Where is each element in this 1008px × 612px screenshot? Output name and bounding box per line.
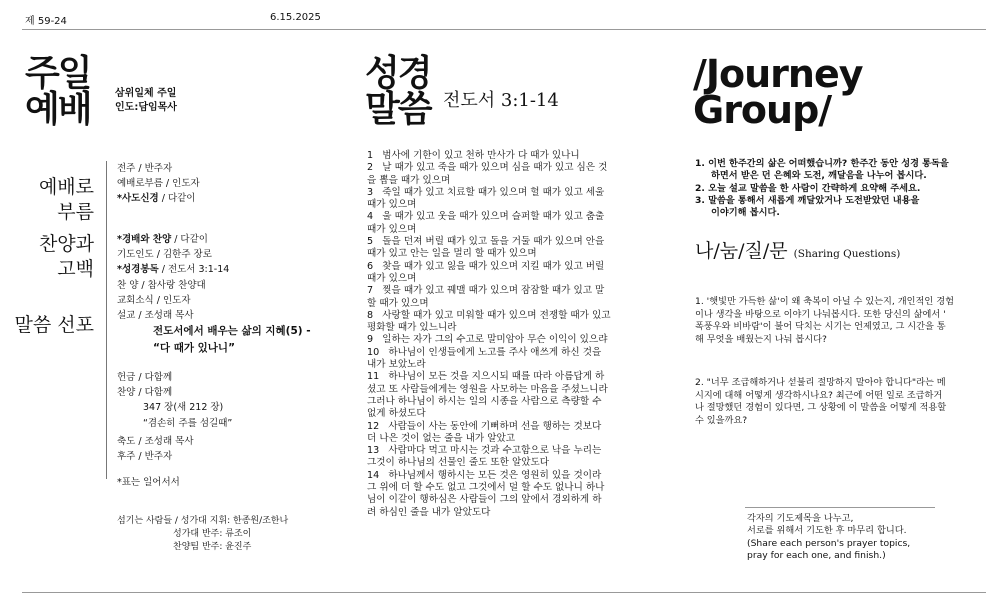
verse-line: 때가 있으며 — [367, 223, 417, 235]
order-separator: / — [138, 279, 148, 291]
verse-line: 더 나은 것이 없는 줄을 내가 알았고 — [367, 432, 516, 444]
scripture-reference: 전도서 3:1-14 — [443, 90, 559, 111]
verse-line: 8 사랑할 때가 있고 미워할 때가 있으며 전쟁할 때가 있고 — [367, 309, 611, 321]
verse-line: 13 사람마다 먹고 마시는 것과 수고함으로 낙을 누리는 — [367, 445, 602, 457]
order-group-3 — [117, 370, 232, 431]
verse-line: 내가 보았노라 — [367, 359, 426, 371]
sharing-prompt-1 — [695, 296, 954, 346]
verse-line: 셨고 또 사람들에게는 영원을 사모하는 마음을 주셨느니라 — [367, 383, 608, 395]
order-separator: / — [135, 163, 145, 174]
order-row — [117, 176, 200, 191]
verse-line: 님이 이같이 행하심은 사람들이 그의 앞에서 경외하게 하 — [367, 494, 602, 506]
hymn-title: “겸손히 주를 섬길때” — [143, 417, 233, 429]
order-separator: / — [171, 234, 181, 245]
sharing-questions-title — [695, 236, 900, 263]
order-row — [117, 262, 229, 277]
order-row — [117, 449, 194, 464]
order-value: 김한주 장로 — [162, 249, 212, 261]
order-row — [117, 293, 229, 308]
sharing-prompt-2 — [695, 377, 946, 427]
prompt-line: 시지에 대해 어떻게 생각하시나요? 최근에 어떤 일로 조급하거 — [695, 389, 943, 401]
issue-number: 제 59-24 — [25, 16, 67, 27]
verse-line: 9 일하는 자가 그의 수고로 말미암아 무슨 이익이 있으랴 — [367, 334, 608, 346]
verse-line: 그러나 하나님이 하시는 일의 시종을 사람으로 측량할 수 — [367, 395, 602, 407]
verse-line: 려 하심인 줄을 내가 알았도다 — [367, 506, 491, 518]
order-separator: / — [135, 436, 145, 447]
prayer-instructions — [747, 513, 910, 562]
question-line: 2. 오늘 설교 말씀을 한 사람이 간략하게 요약해 주세요. — [695, 182, 921, 194]
order-row — [117, 370, 232, 385]
verse-line: 때가 있으며 — [367, 272, 417, 284]
order-label: 후주 — [117, 451, 136, 463]
worship-title — [25, 53, 91, 130]
prayer-line: 서로를 위해서 기도한 후 마무리 합니다. — [747, 525, 907, 537]
order-value: 전도서 3:1-14 — [167, 264, 230, 276]
order-label: *사도신경 — [117, 193, 159, 205]
order-value: 참사랑 찬양대 — [147, 279, 206, 291]
question-line: 3. 말씀을 통해서 새롭게 깨달았거나 도전받았던 내용을 — [695, 194, 920, 206]
order-value: 조성래 목사 — [144, 310, 194, 322]
credits — [117, 515, 288, 554]
verse-line: 할 때가 있으며 — [367, 297, 429, 309]
footer-rule — [22, 592, 986, 593]
order-row — [117, 434, 194, 449]
order-separator: / — [153, 294, 163, 306]
order-row — [117, 247, 229, 262]
question-line: 하면서 받은 던 은혜와 도전, 깨달음을 나누어 봅시다. — [695, 170, 927, 182]
section-sermon — [10, 313, 94, 338]
order-separator: / — [135, 387, 145, 399]
order-label: *경배와 찬양 — [117, 234, 172, 245]
scripture-title-line2: 말씀 — [365, 89, 431, 130]
order-value: 반주자 — [144, 451, 173, 463]
prompt-line: 수 있을까요? — [695, 414, 748, 426]
credits-line-3: 찬양팀 반주: 윤진주 — [173, 542, 252, 552]
worship-title-line1: 주일 — [25, 53, 91, 94]
verse-line: 5 돌을 던져 버릴 때가 있고 돌을 거둘 때가 있으며 안을 — [367, 236, 605, 248]
order-group-1 — [117, 161, 200, 207]
verse-line: 4 울 때가 있고 웃을 때가 있으며 슬퍼할 때가 있고 춤출 — [367, 211, 605, 223]
order-row — [117, 385, 232, 400]
prompt-line: 2. "너무 조급해하거나 섣불리 절망하지 말아야 합니다"라는 메 — [695, 377, 946, 388]
standing-note: *표는 일어서서 — [117, 477, 180, 488]
order-label: 찬 양 — [117, 279, 139, 291]
prayer-line: pray for each one, and finish.) — [747, 549, 886, 561]
order-separator: / — [135, 310, 145, 322]
order-row — [117, 161, 200, 176]
order-group-2 — [117, 232, 229, 323]
journey-questions — [695, 158, 949, 219]
worship-title-line2: 예배 — [25, 89, 91, 130]
sharing-title-ko: 나/눔/질/문 — [695, 240, 788, 262]
section-praise-confession — [10, 232, 94, 282]
order-separator: / — [158, 193, 168, 205]
journey-title-line1: /Journey — [693, 52, 863, 96]
order-row — [117, 308, 229, 323]
credits-line-1: 섬기는 사람들 / 성가대 지휘: 한종원/조한나 — [117, 516, 289, 526]
verse-line: 11 하나님이 모든 것을 지으시되 때를 따라 아름답게 하 — [367, 371, 605, 383]
order-value: 인도자 — [172, 178, 200, 190]
scripture-title-line1: 성경 — [365, 53, 431, 94]
order-row — [117, 232, 229, 247]
verse-line: 평화할 때가 있느니라 — [367, 322, 457, 334]
sermon-subtitle: “다 때가 있나니” — [153, 342, 235, 354]
order-divider — [106, 161, 107, 479]
worship-subtitle-block — [115, 87, 177, 115]
order-value: 인도자 — [162, 294, 191, 306]
verse-line: 2 날 때가 있고 죽을 때가 있으며 심을 때가 있고 심은 것 — [367, 162, 608, 174]
order-row — [117, 278, 229, 293]
order-group-4 — [117, 434, 194, 464]
order-separator: / — [153, 249, 163, 261]
verse-line: 때가 있고 안는 일을 멀리 할 때가 있으며 — [367, 248, 537, 260]
section-label-text: 말씀 선포 — [14, 314, 94, 336]
order-label: 기도인도 — [117, 249, 154, 261]
verse-line: 을 뽑을 때가 있으며 — [367, 174, 451, 186]
order-separator: / — [135, 451, 145, 463]
section-call-to-worship — [10, 175, 94, 225]
order-label: 찬양 — [117, 387, 136, 399]
verse-line: 그 위에 더 할 수도 없고 그것에서 덜 할 수도 없나니 하나 — [367, 482, 605, 494]
section-label-text: 찬양과 고백 — [38, 233, 94, 280]
order-separator: / — [158, 264, 168, 276]
question-line: 이야기해 봅시다. — [695, 207, 780, 219]
prayer-line: 각자의 기도제목을 나누고, — [747, 513, 854, 524]
scripture-text — [367, 150, 642, 519]
verse-line: 없게 하셨도다 — [367, 408, 426, 420]
order-label: 교회소식 — [117, 294, 154, 306]
hymn-number: 347 장(새 212 장) — [143, 402, 224, 414]
prompt-line: 나 절망했던 경험이 있다면, 그 상황에 이 말씀을 어떻게 적용할 — [695, 402, 947, 413]
verse-line: 14 하나님께서 행하시는 모든 것은 영원히 있을 것이라 — [367, 469, 602, 481]
prayer-line: (Share each person's prayer topics, — [747, 537, 911, 549]
prompt-line: 폭풍우와 비바람'이 불어 닥치는 시기는 언제였고, 그 시간을 통 — [695, 321, 946, 332]
verse-line: 6 찾을 때가 있고 잃을 때가 있으며 지킬 때가 있고 버릴 — [367, 260, 605, 272]
worship-leader: 인도:담임목사 — [115, 102, 177, 113]
section-label-text: 예배로 부름 — [38, 176, 94, 223]
verse-line: 12 사람들이 사는 동안에 기뻐하며 선을 행하는 것보다 — [367, 420, 602, 432]
order-row — [117, 191, 200, 206]
order-label: 설교 — [117, 310, 136, 322]
order-value: 다같이 — [180, 234, 208, 245]
verse-line: 그것이 하나님의 선물인 줄도 또한 알았도다 — [367, 457, 550, 469]
order-value: 다함께 — [144, 372, 173, 383]
order-value: 조성래 목사 — [144, 436, 194, 447]
order-value: 다같이 — [167, 193, 196, 205]
order-label: 예배로부름 — [117, 178, 163, 190]
prayer-rule — [745, 507, 935, 508]
journey-title — [693, 52, 863, 132]
order-label: 축도 — [117, 436, 136, 447]
order-label: 전주 — [117, 163, 136, 174]
prompt-line: 이나 생각을 바탕으로 이야기 나눠봅시다. 또한 당신의 삶에서 ' — [695, 308, 946, 320]
question-line: 1. 이번 한주간의 삶은 어떠했습니까? 한주간 동안 성경 통독을 — [695, 158, 949, 169]
verse-line: 7 찢을 때가 있고 꿰맬 때가 있으며 잠잠할 때가 있고 말 — [367, 285, 605, 297]
header-rule — [22, 29, 986, 30]
verse-line: 10 하나님이 인생들에게 노고를 주사 애쓰게 하신 것을 — [367, 346, 602, 358]
order-separator: / — [162, 178, 173, 190]
order-label: *성경봉독 — [117, 264, 159, 276]
sermon-title: 전도서에서 배우는 삶의 지혜(5) - — [153, 325, 311, 337]
journey-title-line2: Group/ — [693, 88, 832, 132]
verse-line: 때가 있으며 — [367, 199, 417, 211]
prompt-line: 1. '햇빛만 가득한 삶'이 왜 축복이 아닐 수 있는지, 개인적인 경험 — [695, 296, 954, 307]
verse-line: 3 죽일 때가 있고 치료할 때가 있으며 헐 때가 있고 세울 — [367, 186, 605, 198]
scripture-title — [365, 53, 431, 130]
credits-line-2: 성가대 반주: 류조이 — [173, 529, 252, 539]
sermon-title-block — [153, 323, 311, 357]
order-separator: / — [135, 372, 145, 383]
order-label: 헌금 — [117, 372, 136, 383]
order-value: 반주자 — [144, 163, 173, 174]
order-value: 다함께 — [144, 387, 173, 399]
worship-subtitle: 삼위일체 주일 — [115, 88, 177, 99]
verse-line: 1 범사에 기한이 있고 천하 만사가 다 때가 있나니 — [367, 150, 580, 161]
prompt-line: 해 무엇을 배웠는지 나눠 봅시다? — [695, 333, 827, 345]
issue-date: 6.15.2025 — [270, 12, 321, 23]
sharing-title-en: (Sharing Questions) — [793, 248, 901, 260]
